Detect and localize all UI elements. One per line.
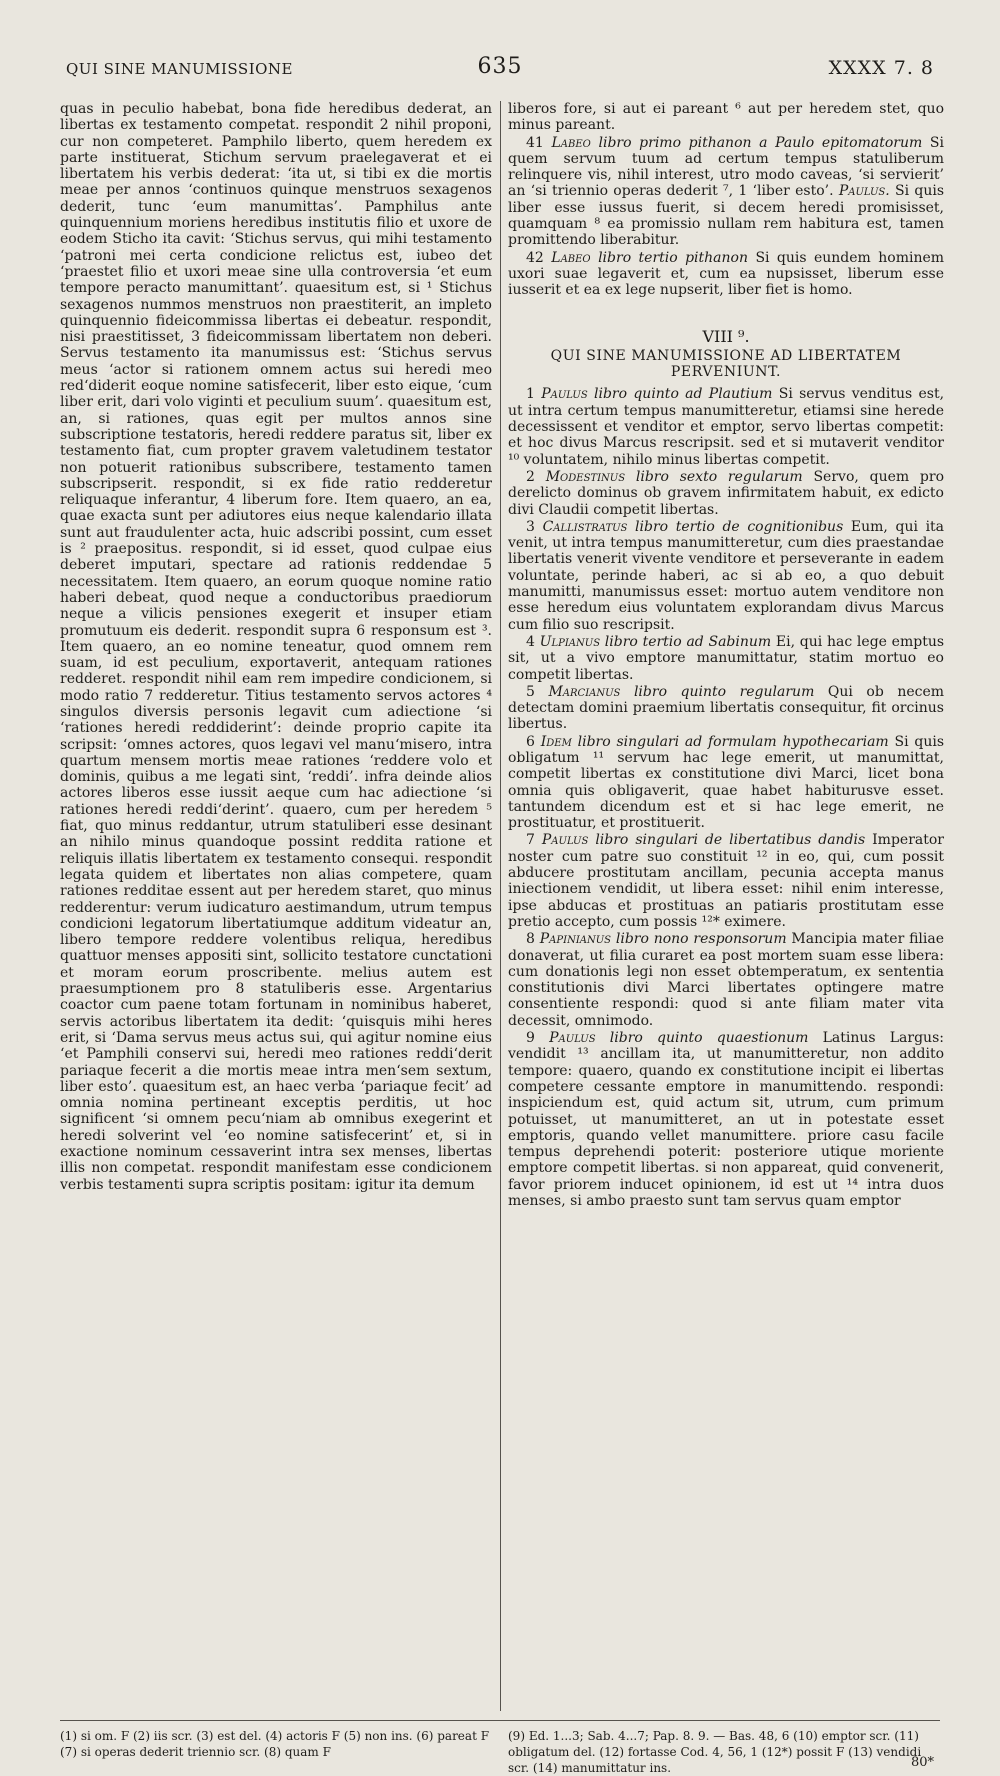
paragraph-42	[508, 250, 944, 299]
author-name: Ulpianus	[539, 633, 601, 650]
paragraph-5	[508, 684, 944, 733]
running-title: QUI SINE MANUMISSIONE	[66, 60, 294, 78]
paragraph-text: Servo, quem pro derelicto dominus ob gravem infirmitatem habuit, ex edicto divi Claudii competit libertas.	[508, 468, 945, 518]
paragraph-text: Ei, qui hac lege emptus sit, ut a vivo emptore manumittatur, statim mortuo eo competit libertas.	[508, 633, 945, 683]
author-name: Labeo	[551, 134, 591, 151]
signature-mark: 80*	[910, 1755, 934, 1770]
right-column	[508, 101, 944, 1711]
running-header	[66, 54, 934, 88]
author-name: Modestinus	[545, 468, 626, 485]
paragraph-3	[508, 519, 944, 633]
author-name: Paulus	[541, 386, 588, 403]
work-title: libro quinto quaestionum	[609, 1030, 809, 1047]
paragraph-text: Qui ob necem detectam domini praemium libertatis consequitur, fit orcinus libertus.	[508, 683, 945, 733]
paragraph-41	[508, 135, 944, 249]
paragraph-6	[508, 734, 944, 832]
paragraph-text: Si quis eundem hominem uxori suae legaverit et, cum ea nupsisset, liberum esse iusserit et ea ex lege nupserit, liber fiet is homo.	[508, 249, 945, 299]
paragraph-number: 3	[526, 518, 535, 535]
work-title: libro tertio de cognitionibus	[635, 518, 844, 535]
work-title: libro singulari ad formulam hypothecariam	[577, 733, 889, 750]
title-heading	[508, 326, 944, 381]
paragraph-number: 42	[526, 249, 544, 266]
paragraph-text: Si servus venditus est, ut intra certum tempus manumitteretur, etiamsi sine herede decessissent et venditor et emptor, servo libertas competit: et hoc divus Marcus rescripsit. sed et si mutaverit venditor ¹⁰ voluntatem, nihilo minus libertas competit.	[508, 386, 945, 468]
author-name: Paulus.	[838, 183, 890, 200]
footnotes-left: (1) si om. F (2) iis scr. (3) est del. (4) actoris F (5) non ins. (6) pareat F (7) si operas dederit triennio scr. (8) quam F	[60, 1729, 490, 1759]
title-text: QUI SINE MANUMISSIONE AD LIBERTATEM PERVENIUNT.	[550, 347, 902, 381]
work-title: libro quinto regularum	[633, 683, 815, 700]
paragraph-2	[508, 469, 944, 518]
paragraph-text: Si quis obligatum ¹¹ servum hac lege emerit, ut manumittat, competit libertas ex constitutione divi Marci, licet bona omnia quis obligaverit, quae habet habiturusve esset. tantundem dicendum est et si hac lege emerit, ne prostituatur, et prostituerit.	[508, 733, 945, 832]
paragraph-text: Si quem servum tuum ad certum tempus statuliberum relinquere vis, nihil interest, utro modo caveas, ‘si servierit’ an ‘si triennio operas dederit ⁷, 1 ‘liber esto’.	[508, 134, 944, 200]
paragraph-text: Imperator noster cum patre suo constituit ¹² in eo, qui, cum possit abducere prostitutam ancillam, pecunia accepta manus iniectionem vendidit, ut libera esset: nihil enim interesse, ipse abducas et prostituas an patiaris prostitutam esse pretio accepto, cum possis ¹²* eximere.	[508, 832, 944, 930]
paragraph-number: 9	[526, 1030, 535, 1047]
paragraph-4	[508, 634, 944, 683]
author-name: Paulus	[549, 1030, 596, 1047]
author-name: Marcianus	[548, 683, 621, 700]
footnotes-right: (9) Ed. 1...3; Sab. 4...7; Pap. 8. 9. — Bas. 48, 6 (10) emptor scr. (11) obligatum del. (12) fortasse Cod. 4, 56, 1 (12*) possit F (13) vendidi scr. (14) manumittatur ins.	[508, 1729, 922, 1775]
paragraph-text: Si quis liber esse iussus fuerit, si decem heredi promisisset, quamquam ⁸ ea promissio nullam rem habitura est, tamen promittendo liberabitur.	[508, 183, 945, 249]
paragraph-1	[508, 386, 944, 467]
work-title: libro sexto regularum	[635, 468, 803, 485]
work-title: libro nono responsorum	[615, 931, 787, 948]
paragraph-text: Latinus Largus: vendidit ¹³ ancillam ita, ut manumitteretur, non addito tempore: quaero, quando ex constitutione incipit ei libertas competere cessante emptore in manumittendo. respondi: inspiciendum est, quid actum sit, utrum, cum primum potuisset, ut manumitteret, an ut in potestate esset emptoris, quando vellet manumittere. priore casu facile tempus deprehendi poterit: posteriore utique moriente emptore competit libertas. si non appareat, quid convenerit, favor priorem inducet opinionem, id est ut ¹⁴ intra duos menses, si ambo praesto sunt tam servus quam emptor	[508, 1030, 944, 1209]
work-title: libro primo pithanon a Paulo epitomatorum	[598, 134, 923, 151]
work-title: libro singulari de libertatibus dandis	[595, 832, 866, 849]
intro-text: liberos fore, si aut ei pareant ⁶ aut per heredem stet, quo minus pareant.	[508, 101, 944, 134]
work-title: libro tertio ad Sabinum	[604, 633, 772, 650]
paragraph-number: 4	[526, 633, 535, 650]
left-column	[60, 101, 492, 1711]
work-title: libro tertio pithanon	[598, 249, 748, 266]
author-name: Labeo	[551, 249, 591, 266]
title-paragraphs	[508, 386, 944, 1209]
paragraph-7	[508, 832, 944, 930]
paragraph-number: 8	[526, 931, 535, 948]
author-name: Papinianus	[539, 931, 612, 948]
author-name: Idem	[540, 733, 572, 750]
paragraph-number: 2	[526, 468, 535, 485]
paragraph-text: Eum, qui ita venit, ut intra tempus manumitteretur, cum dies praestandae libertatis venerit vivente venditore et perseverante in eadem voluntate, perinde haberi, ac si ab eo, a quo debuit manumitti, manumissus esset: mortuo autem venditore non esse heredum eius voluntatem explorandam divus Marcus cum filio suo rescripsit.	[508, 518, 945, 633]
paragraph-number: 41	[526, 134, 544, 151]
paragraph-9	[508, 1030, 944, 1209]
footnote-divider	[60, 1720, 940, 1721]
title-number: VIII ⁹.	[702, 326, 750, 346]
left-column-text: quas in peculio habebat, bona fide heredibus dederat, an libertas ex testamento competat. respondit 2 nihil proponi, cur non competeret. Pamphilo liberto, quem heredem ex parte instituerat, Stichum servum praelegaverat et ei libertatem his verbis dederat: ‘ita ut, si tibi ex die mortis meae per annos ‘continuos quinque menstruos sexagenos dederit, tunc ‘eum manumittas’. Pamphilus ante quinquennium moriens heredibus institutis filio et uxore de eodem Sticho ita cavit: ‘Stichus servus, qui mihi testamento ‘patroni mei certa condicione relictus est, iubeo det ‘praestet filio et uxori meae sine ulla controversia ‘et eum tempore peracto manumittant’. quaesitum est, si ¹ Stichus sexagenos nummos menstruos non praestiterit, an impleto quinquennio fideicommissa libertas ei debeatur. respondit, nisi praestitisset, 3 fideicommissam libertatem non deberi. Servus testamento ita manumissus est: ‘Stichus servus meus ‘actor si rationem omnem actus sui heredi meo red‘diderit eoque nomine satisfecerit, liber esto eique, ‘cum liber erit, dari volo viginti et peculium suum’. quaesitum est, an, si rationes, quas egit per multos annos sine subscriptione testatoris, heredi reddere paratus sit, liber ex testamento fiat, cum propter gravem valetudinem testator non potuerit rationibus subscribere, testamento tamen subscripserit. respondit, si ex fide ratio redderetur reliquaque inferantur, 4 liberum fore. Item quaero, an ea, quae exacta sunt per adiutores eius neque kalendario illata sunt aut fraudulenter acta, huic adscribi possint, cum esset is ² praepositus. respondit, si id esset, quod culpae eius deberet imputari, spectare ad rationis reddendae 5 necessitatem. Item quaero, an eorum quoque nomine ratio haberi debeat, quod neque a conductoribus praediorum neque a vilicis pensiones exegerit et insuper etiam promutuum eis dederit. respondit supra 6 responsum est ³. Item quaero, an eo nomine teneatur, quod omnem rem suam, id est peculium, exportaverit, antequam rationes redderet. respondit nihil eam rem impedire condicionem, si modo ratio 7 redderetur. Titius testamento servos actores ⁴ singulos diversis personis legavit cum adiectione ‘si ‘rationes heredi reddiderint’: deinde proprio capite ita scripsit: ‘omnes actores, quos legavi vel manu‘misero, intra quartum mensem mortis meae rationes ‘reddere volo et dominis, quibus a me legati sint, ‘reddi’. infra deinde alios actores liberos esse iussit aeque cum hac adiectione ‘si rationes heredi reddi‘derint’. quaero, cum per heredem ⁵ fiat, quo minus reddantur, utrum statuliberi esse desinant an nihilo minus quandoque possint reddita ratione et reliquis illatis libertatem ex testamento consequi. respondit legata quidem et libertates non alias competere, quam rationes redditae essent aut per heredem staret, quo minus redderentur: verum iudicaturo aestimandum, utrum tempus condicioni legatorum libertatiumque additum videatur an, libero tempore reddere volentibus reliqua, heredibus quattuor menses appositi sint, sollicito testatore cunctationi et moram eorum proscribente. melius autem est praesumptionem pro 8 statuliberis esse. Argentarius coactor cum paene totam fortunam in nominibus haberet, servis actoribus libertatem ita dedit: ‘quisquis mihi heres erit, si ‘Dama servus meus actus sui, qui agitur nomine eius ‘et Pamphili conservi sui, heredi meo rationes reddi‘derit pariaque fecerit a die mortis meae intra men‘sem sextum, liber esto’. quaesitum est, an haec verba ‘pariaque fecit’ ad omnia nomina pertineant exceptis perditis, ut hoc significent ‘si omnem pecu‘niam ab omnibus exegerint et heredi solverint vel ‘eo nomine satisfecerint’ et, si in exactione nominum cessaverint intra sex menses, libertas illis non competat. respondit manifestam esse condicionem verbis testamenti supra scriptis positam: igitur ita demum	[60, 101, 492, 1193]
paragraph-number: 6	[526, 733, 535, 750]
author-name: Paulus	[541, 832, 589, 849]
paragraph-number: 7	[526, 832, 535, 849]
page-number: 635	[477, 54, 523, 79]
paragraph-8	[508, 931, 944, 1029]
paragraph-number: 5	[526, 683, 535, 700]
section-reference: XXXX 7. 8	[828, 57, 934, 79]
work-title: libro quinto ad Plautium	[594, 386, 773, 403]
author-name: Callistratus	[542, 518, 628, 535]
paragraph-number: 1	[526, 386, 535, 403]
column-divider	[500, 101, 501, 1711]
paragraph-text: Mancipia mater filiae donaverat, ut filia curaret ea post mortem suam esse libera: cum donationis legi non esset obtemperatum, ex sententia constitutionis divi Marci libertates optingere matre consentiente respondi: quod si ante filiam mater vita decessit, omnimodo.	[508, 931, 945, 1029]
